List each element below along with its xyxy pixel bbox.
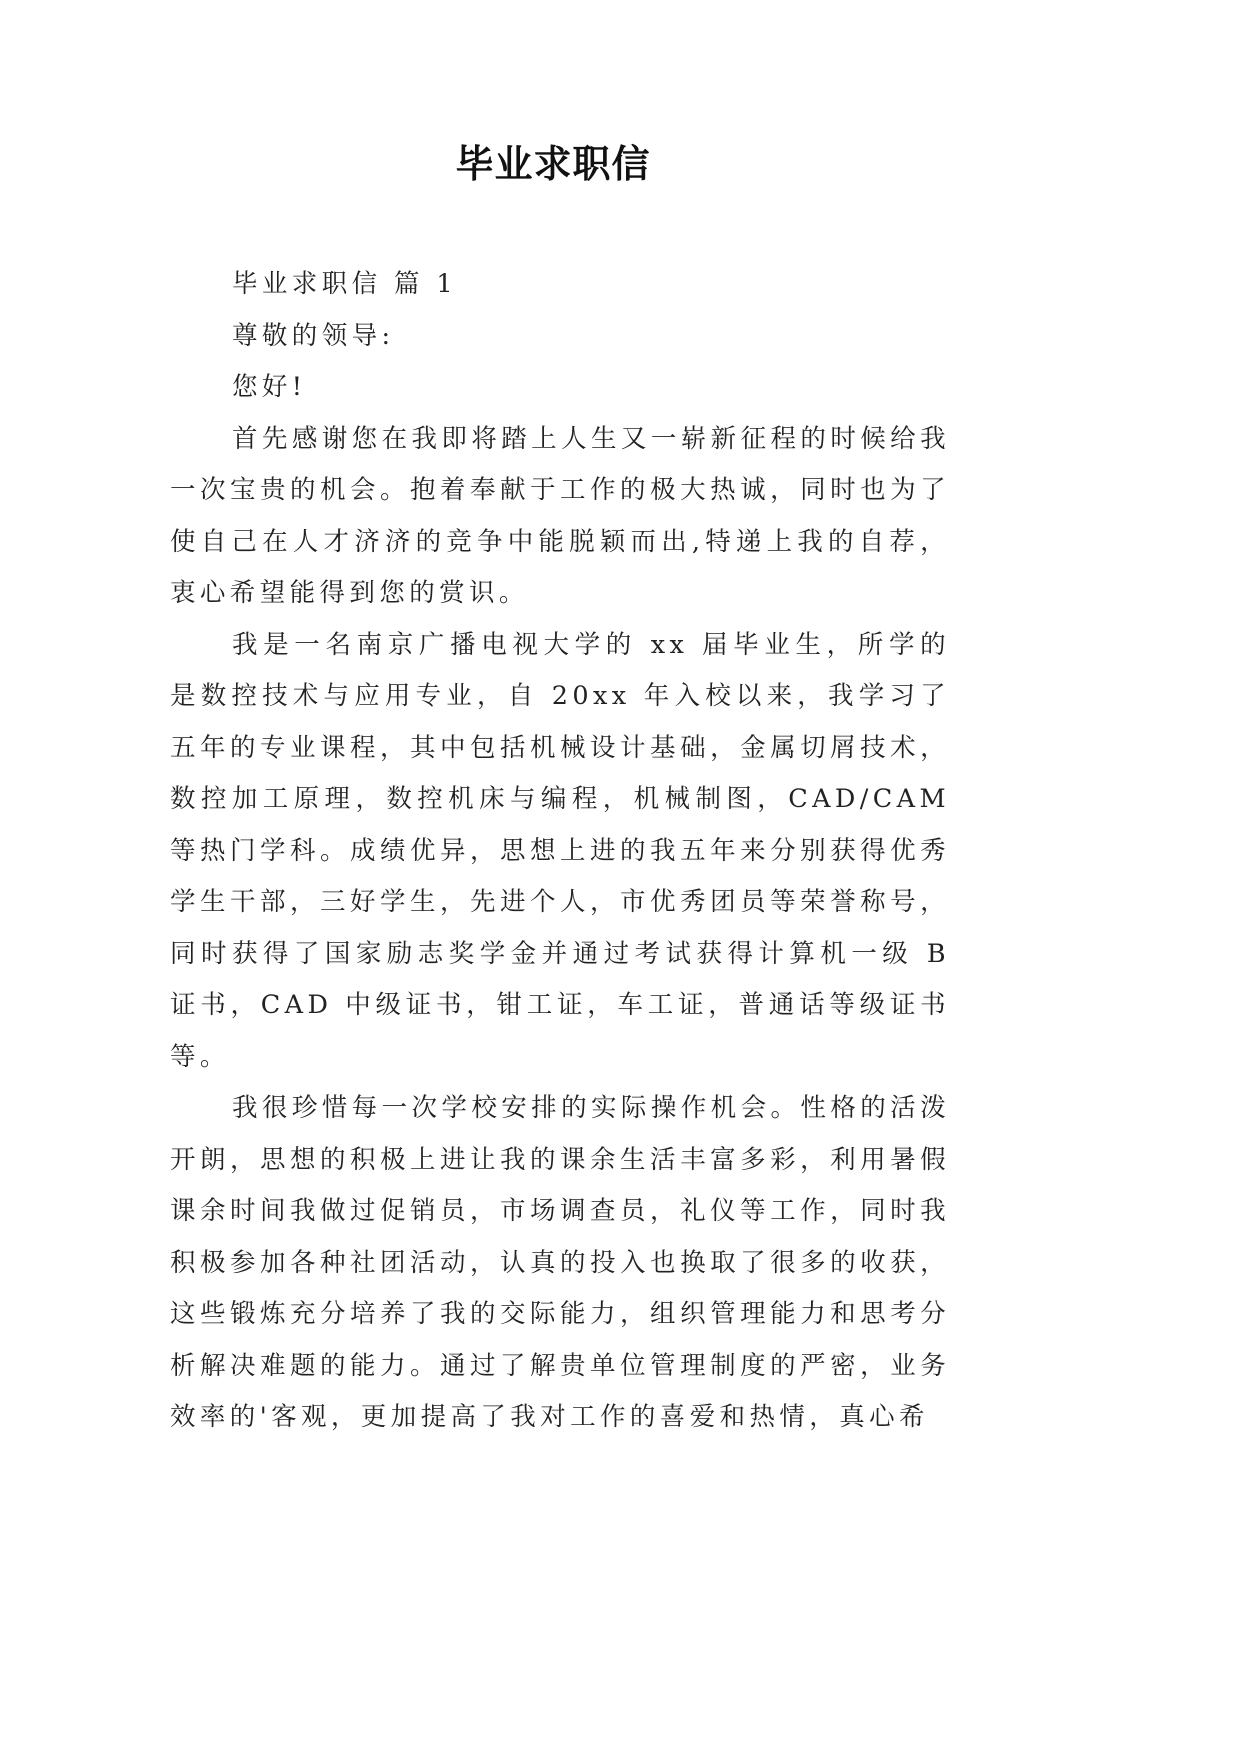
paragraph-intro: 首先感谢您在我即将踏上人生又一崭新征程的时候给我一次宝贵的机会。抱着奉献于工作的极大热诚，同时也为了使自己在人才济济的竞争中能脱颖而出,特递上我的自荐，衷心希望能得到您的赏识。 (170, 423, 950, 608)
document-title: 毕业求职信 (455, 142, 651, 186)
paragraph-heading: 毕业求职信 篇 1 (232, 269, 458, 299)
paragraph-experience: 我很珍惜每一次学校安排的实际操作机会。性格的活泼开朗，思想的积极上进让我的课余生活丰富多彩，利用暑假课余时间我做过促销员，市场调查员，礼仪等工作，同时我积极参加各种社团活动，认真的投入也换取了很多的收获，这些锻炼充分培养了我的交际能力，组织管理能力和思考分析解决难题的能力。通过了解贵单位管理制度的严密，业务效率的'客观，更加提高了我对工作的喜爱和热情，真心希 (170, 1093, 950, 1432)
paragraph-education: 我是一名南京广播电视大学的 xx 届毕业生，所学的是数控技术与应用专业，自 20xx 年入校以来，我学习了五年的专业课程，其中包括机械设计基础，金属切屑技术，数控加工原理，数控机床与编程，机械制图，CAD/CAM 等热门学科。成绩优异，思想上进的我五年来分别获得优秀学生干部，三好学生，先进个人，市优秀团员等荣誉称号，同时获得了国家励志奖学金并通过考试获得计算机一级 B 证书，CAD 中级证书，钳工证，车工证，普通话等级证书等。 (170, 629, 950, 1072)
paragraph-salutation: 尊敬的领导: (232, 320, 395, 351)
paragraph-greeting: 您好! (232, 372, 307, 402)
document-body (170, 259, 950, 1444)
